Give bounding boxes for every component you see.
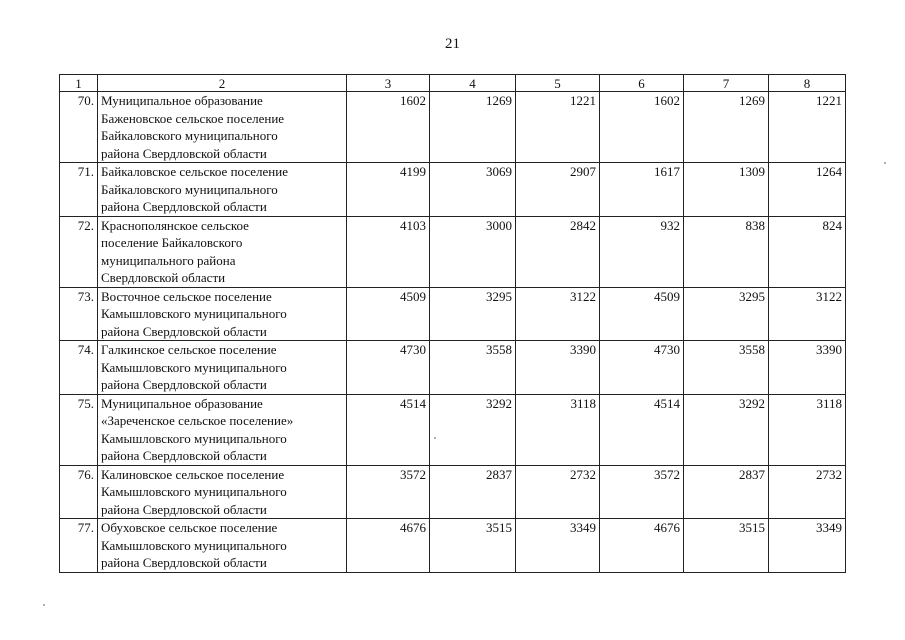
municipality-name — [98, 394, 347, 465]
row-number: 70. — [60, 92, 98, 163]
municipality-name-line: поселение Байкаловского — [101, 235, 243, 250]
header-cell: 7 — [684, 75, 769, 92]
value-cell-col-4: 3292 — [430, 394, 516, 465]
municipality-name-line: Муниципальное образование — [101, 395, 263, 411]
value-cell-col-5: 1221 — [516, 92, 600, 163]
municipality-name-line: Камышловского муниципального — [101, 537, 287, 553]
value-cell-col-8: 2732 — [769, 465, 846, 519]
value-cell-col-7: 838 — [684, 216, 769, 287]
header-cell: 6 — [600, 75, 684, 92]
municipality-name — [98, 341, 347, 395]
value-cell-col-3: 4199 — [347, 163, 430, 217]
value-cell-col-7: 3295 — [684, 287, 769, 341]
row-number: 71. — [60, 163, 98, 217]
row-number: 75. — [60, 394, 98, 465]
row-number: 77. — [60, 519, 98, 573]
row-number: 73. — [60, 287, 98, 341]
value-cell-col-6: 3572 — [600, 465, 684, 519]
header-cell: 3 — [347, 75, 430, 92]
municipality-name-line: Краснополянское сельское — [101, 217, 249, 233]
table-row — [60, 394, 846, 465]
value-cell-col-5: 3122 — [516, 287, 600, 341]
municipality-name-line: района Свердловской области — [101, 377, 267, 392]
value-cell-col-5: 2732 — [516, 465, 600, 519]
value-cell-col-4: 3558 — [430, 341, 516, 395]
header-cell: 8 — [769, 75, 846, 92]
page-number: 21 — [445, 36, 460, 52]
value-cell-col-6: 932 — [600, 216, 684, 287]
municipality-name-line: Камышловского муниципального — [101, 359, 287, 375]
value-cell-col-7: 3558 — [684, 341, 769, 395]
value-cell-col-5: 2842 — [516, 216, 600, 287]
value-cell-col-6: 4676 — [600, 519, 684, 573]
municipality-name-line: Байкаловского муниципального — [101, 181, 278, 197]
municipality-name-line: района Свердловской области — [101, 145, 267, 161]
row-number: 74. — [60, 341, 98, 395]
value-cell-col-8: 1221 — [769, 92, 846, 163]
table-row — [60, 287, 846, 341]
municipality-name-line: муниципального района — [101, 252, 236, 268]
municipality-name-line: Камышловского муниципального — [101, 306, 287, 321]
value-cell-col-3: 1602 — [347, 92, 430, 163]
value-cell-col-7: 3515 — [684, 519, 769, 573]
municipality-name-line: Обуховское сельское поселение — [101, 520, 278, 535]
header-cell: 2 — [98, 75, 347, 92]
municipality-name — [98, 163, 347, 217]
municipality-name-line: района Свердловской области — [101, 501, 267, 517]
table-body — [60, 75, 846, 573]
value-cell-col-5: 3118 — [516, 394, 600, 465]
value-cell-col-3: 4509 — [347, 287, 430, 341]
municipality-name-line: района Свердловской области — [101, 555, 267, 570]
value-cell-col-3: 3572 — [347, 465, 430, 519]
value-cell-col-3: 4730 — [347, 341, 430, 395]
table-row — [60, 163, 846, 217]
value-cell-col-8: 3122 — [769, 287, 846, 341]
municipality-name-line: Байкаловского муниципального — [101, 128, 278, 143]
table-row — [60, 92, 846, 163]
municipality-name-line: района Свердловской области — [101, 323, 267, 339]
table-row — [60, 216, 846, 287]
value-cell-col-7: 1309 — [684, 163, 769, 217]
value-cell-col-5: 3349 — [516, 519, 600, 573]
data-table — [59, 74, 846, 573]
header-cell: 5 — [516, 75, 600, 92]
value-cell-col-8: 3118 — [769, 394, 846, 465]
value-cell-col-6: 1617 — [600, 163, 684, 217]
value-cell-col-7: 2837 — [684, 465, 769, 519]
table-row — [60, 341, 846, 395]
scan-speck — [43, 604, 45, 606]
value-cell-col-4: 3000 — [430, 216, 516, 287]
value-cell-col-6: 4514 — [600, 394, 684, 465]
value-cell-col-4: 3069 — [430, 163, 516, 217]
value-cell-col-4: 2837 — [430, 465, 516, 519]
value-cell-col-4: 3295 — [430, 287, 516, 341]
municipality-name-line: района Свердловской области — [101, 448, 267, 463]
municipality-name-line: Галкинское сельское поселение — [101, 342, 277, 357]
municipality-name-line: Байкаловское сельское поселение — [101, 164, 288, 179]
value-cell-col-5: 2907 — [516, 163, 600, 217]
value-cell-col-7: 1269 — [684, 92, 769, 163]
table-row — [60, 519, 846, 573]
value-cell-col-4: 3515 — [430, 519, 516, 573]
value-cell-col-8: 1264 — [769, 163, 846, 217]
header-cell: 4 — [430, 75, 516, 92]
scan-speck — [434, 437, 436, 439]
municipality-name — [98, 216, 347, 287]
municipality-name-line: Муниципальное образование — [101, 93, 263, 108]
header-cell: 1 — [60, 75, 98, 92]
municipality-name-line: Восточное сельское поселение — [101, 288, 272, 304]
municipality-name-line: «Зареченское сельское поселение» — [101, 413, 294, 428]
municipality-name-line: Камышловского муниципального — [101, 484, 287, 499]
header-row — [60, 75, 846, 92]
row-number: 76. — [60, 465, 98, 519]
row-number: 72. — [60, 216, 98, 287]
value-cell-col-6: 4730 — [600, 341, 684, 395]
value-cell-col-3: 4103 — [347, 216, 430, 287]
municipality-name-line: Баженовское сельское поселение — [101, 110, 285, 126]
value-cell-col-8: 3349 — [769, 519, 846, 573]
value-cell-col-6: 1602 — [600, 92, 684, 163]
value-cell-col-7: 3292 — [684, 394, 769, 465]
value-cell-col-3: 4676 — [347, 519, 430, 573]
value-cell-col-5: 3390 — [516, 341, 600, 395]
municipality-name — [98, 519, 347, 573]
table-row — [60, 465, 846, 519]
municipality-name — [98, 92, 347, 163]
municipality-name-line: Камышловского муниципального — [101, 430, 287, 446]
value-cell-col-8: 3390 — [769, 341, 846, 395]
value-cell-col-4: 1269 — [430, 92, 516, 163]
value-cell-col-3: 4514 — [347, 394, 430, 465]
municipality-name-line: Калиновское сельское поселение — [101, 466, 285, 482]
municipality-name-line: Свердловской области — [101, 270, 226, 285]
scan-speck — [884, 162, 886, 164]
municipality-name — [98, 465, 347, 519]
municipality-name — [98, 287, 347, 341]
value-cell-col-6: 4509 — [600, 287, 684, 341]
municipality-name-line: района Свердловской области — [101, 199, 267, 214]
value-cell-col-8: 824 — [769, 216, 846, 287]
